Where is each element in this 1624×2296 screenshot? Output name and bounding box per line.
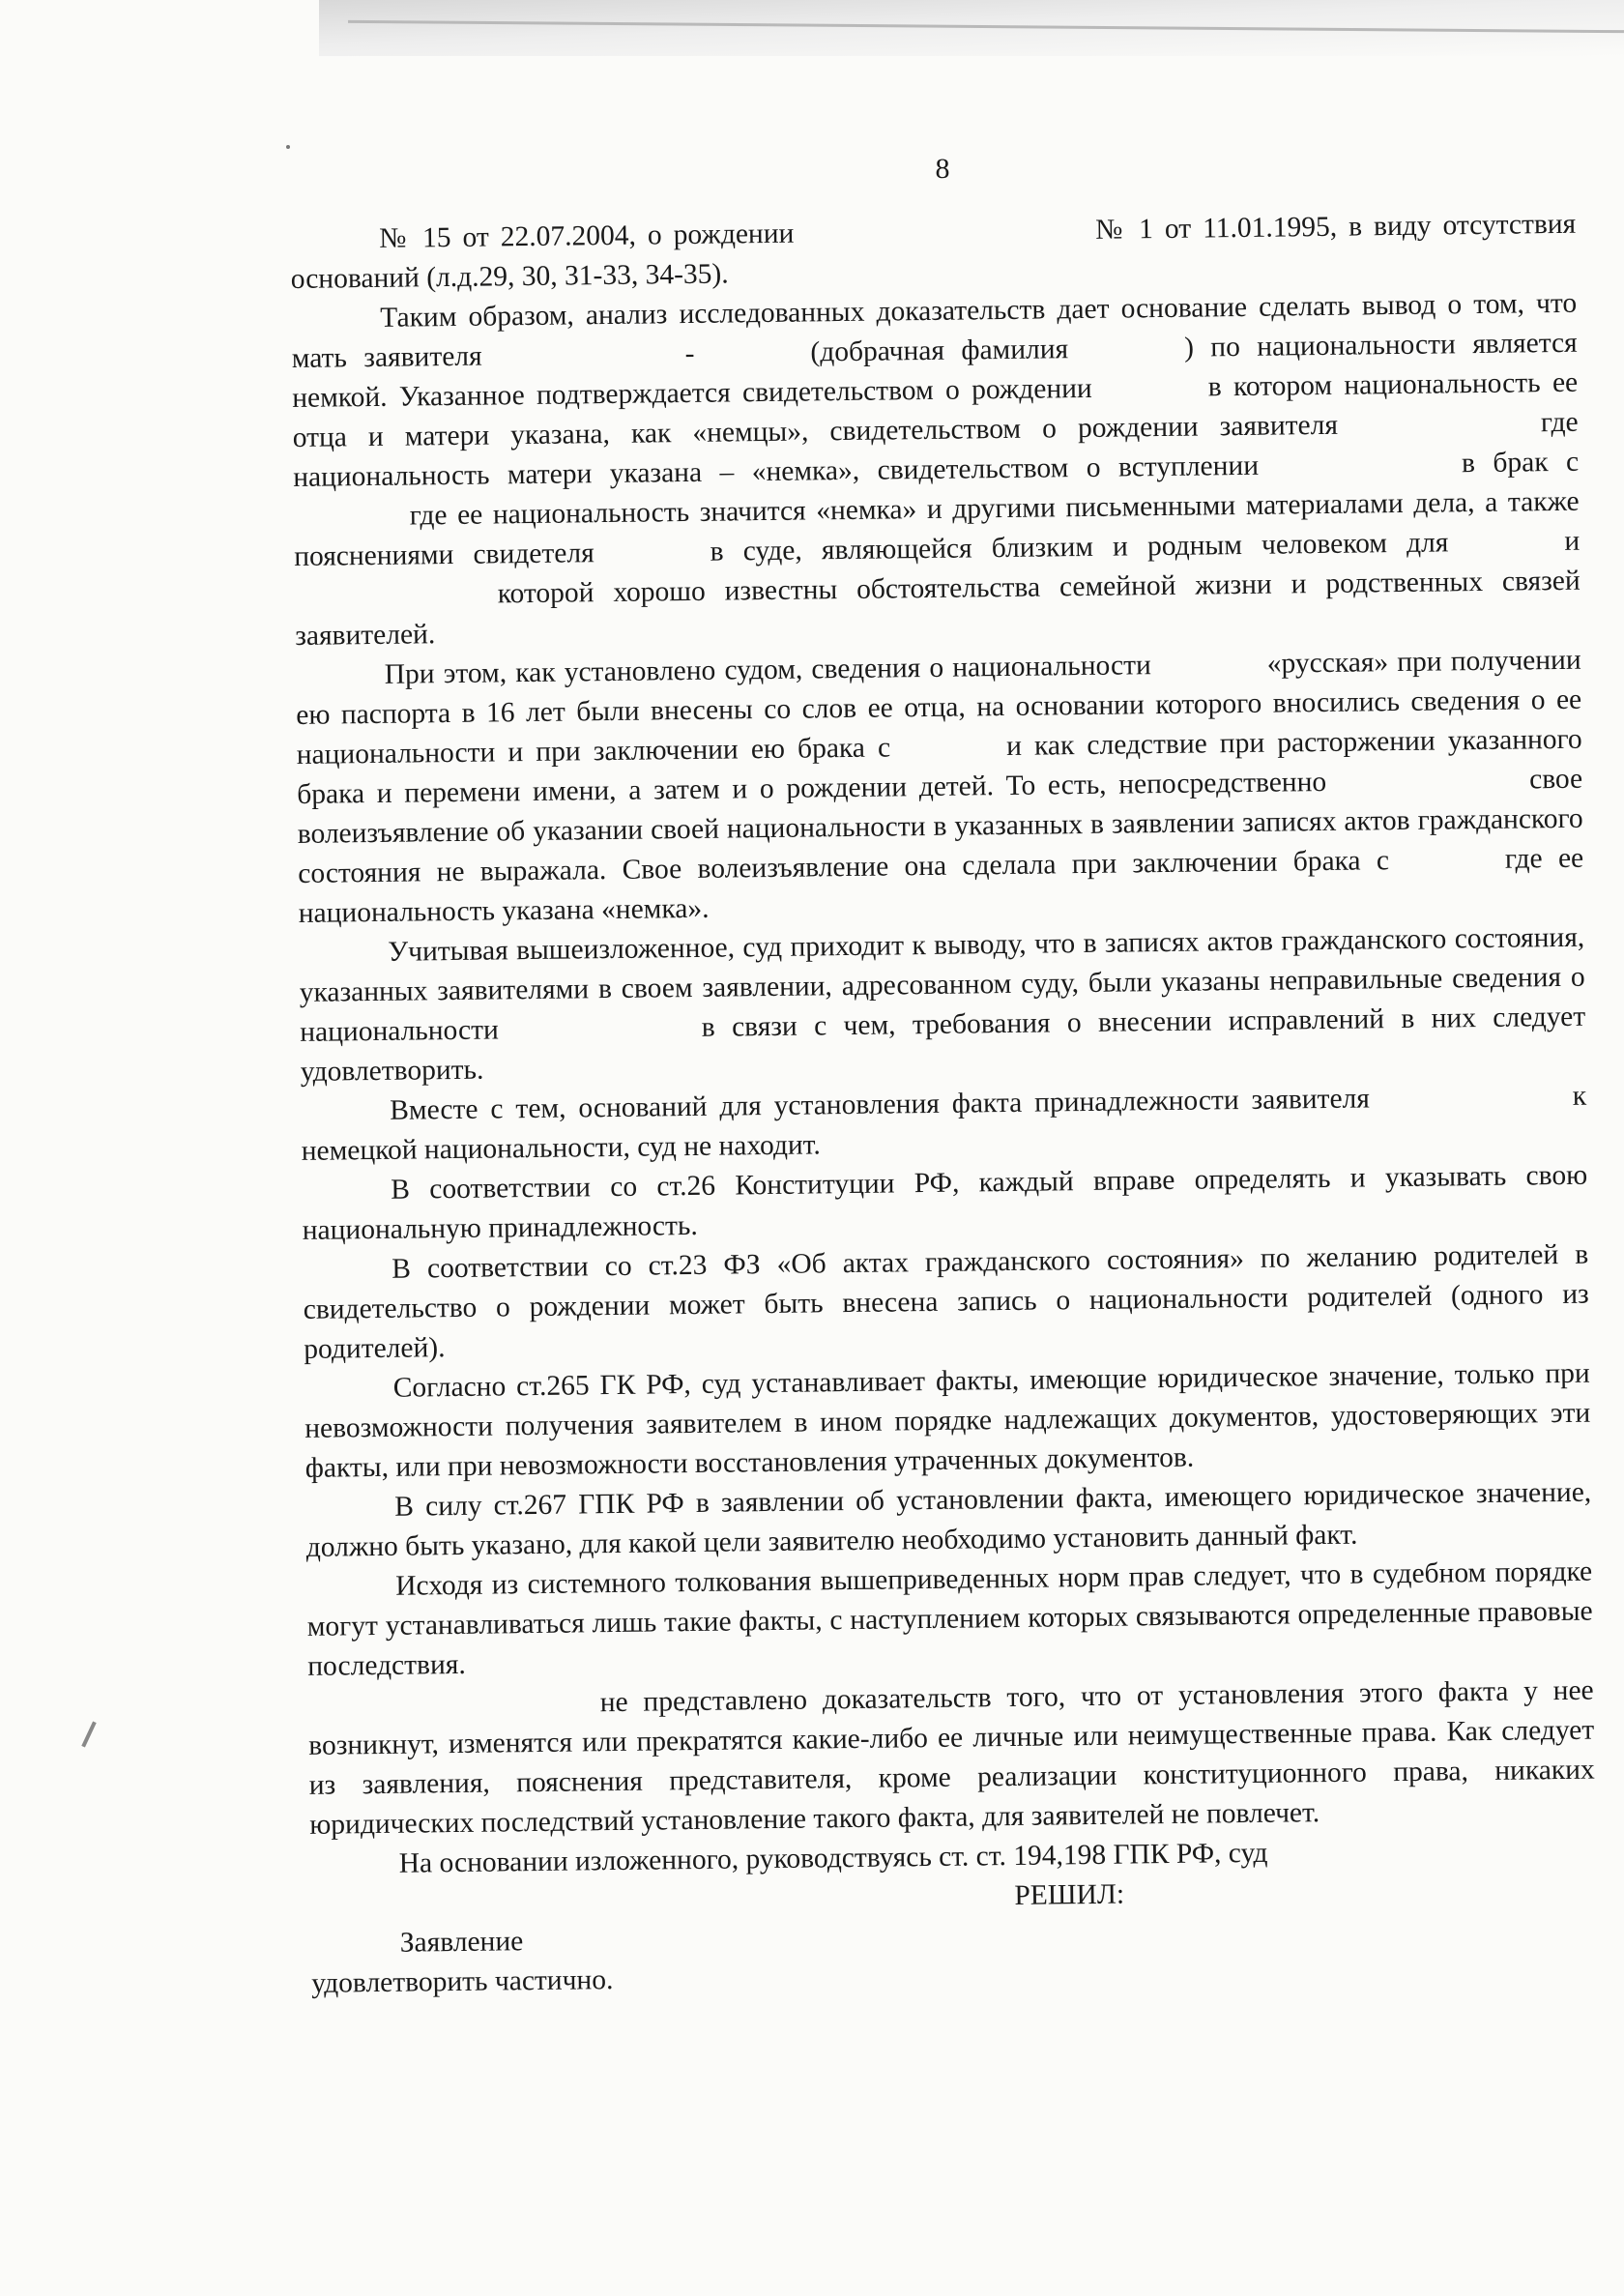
paragraph-12: На основании изложенного, руководствуясь ст. ст. 194,198 ГПК РФ, суд bbox=[398, 1837, 1268, 1879]
document-body bbox=[290, 205, 1597, 2004]
paragraph-5: Вместе с тем, оснований для установления факта принадлежности заявителя к немецкой национальности, суд не находит. bbox=[301, 1080, 1587, 1167]
scan-mark bbox=[81, 1721, 96, 1747]
paragraph-9: В силу ст.267 ГПК РФ в заявлении об установлении факта, имеющего юридическое значение, должно быть указано, для какой цели заявителю необходимо установить данный факт. bbox=[305, 1476, 1592, 1563]
decision-heading: РЕШИЛ: bbox=[1014, 1878, 1125, 1911]
decision-line-2: удовлетворить частично. bbox=[311, 1964, 614, 1999]
paragraph-4: Учитывая вышеизложенное, суд приходит к выводу, что в записях актов гражданского состояния, указанных заявителями в своем заявлении, адресованном суду, были указаны неправильные сведения о национальности в связи с чем, требования о внесении исправлений в них следует удовлетворить. bbox=[299, 921, 1586, 1088]
paragraph-10: Исходя из системного толкования вышеприведенных норм прав следует, что в судебном порядке могут устанавливаться лишь такие факты, с наступлением которых связываются определенные правовые последствия. bbox=[306, 1555, 1593, 1682]
paragraph-3: При этом, как установлено судом, сведения о национальности «русская» при получении ею паспорта в 16 лет были внесены со слов ее отца, на основании которого вносились сведения о ее национальности и при заключении ею брака с и как следствие при расторжении указанного брака и перемени имени, а затем и о рождении детей. То есть, непосредственно свое волеизъявление об указании своей национальности в указанных в заявлении записях актов гражданского состояния не выражала. Свое волеизъявление она сделала при заключении брака с где ее национальность указана «немка». bbox=[296, 644, 1584, 929]
paragraph-7: В соответствии со ст.23 ФЗ «Об актах гражданского состояния» по желанию родителей в свидетельство о рождении может быть внесена запись о национальности родителей (одного из родителей). bbox=[303, 1238, 1589, 1365]
paragraph-6: В соответствии со ст.26 Конституции РФ, каждый вправе определять и указывать свою национальную принадлежность. bbox=[302, 1159, 1588, 1246]
scan-speck bbox=[286, 145, 290, 149]
page-number: 8 bbox=[935, 153, 950, 185]
paragraph-1: № 15 от 22.07.2004, о рождении № 1 от 11.01.1995, в виду отсутствия оснований (л.д.29, 30, 31-33, 34-35). bbox=[290, 208, 1577, 295]
decision-line-1: Заявление bbox=[399, 1926, 524, 1959]
paragraph-8: Согласно ст.265 ГК РФ, суд устанавливает факты, имеющие юридическое значение, только при невозможности получения заявителем в ином порядке надлежащих документов, удостоверяющих эти факты, или при невозможности восстановления утраченных документов. bbox=[304, 1357, 1591, 1484]
paragraph-11: не представлено доказательств того, что от установления этого факта у нее возникнут, изменятся или прекратятся какие-либо ее личные или неимущественные права. Как следует из заявления, пояснения представителя, кроме реализации конституционного права, никаких юридических последствий установление такого факта, для заявителей не повлечет. bbox=[308, 1674, 1595, 1841]
paragraph-2: Таким образом, анализ исследованных доказательств дает основание сделать вывод о том, что мать заявителя - (добрачная фамилия ) по национальности является немкой. Указанное подтверждается свидетельством о рождении в котором национальность ее отца и матери указана, как «немцы», свидетельством о рождении заявителя где национальность матери указана – «немка», свидетельством о вступлении в брак сгде ее национальность значится «немка» и другими письменными материалами дела, а также пояснениями свидетеля в суде, являющейся близким и родным человеком для икоторой хорошо известны обстоятельства семейной жизни и родственных связей заявителей. bbox=[291, 287, 1580, 652]
